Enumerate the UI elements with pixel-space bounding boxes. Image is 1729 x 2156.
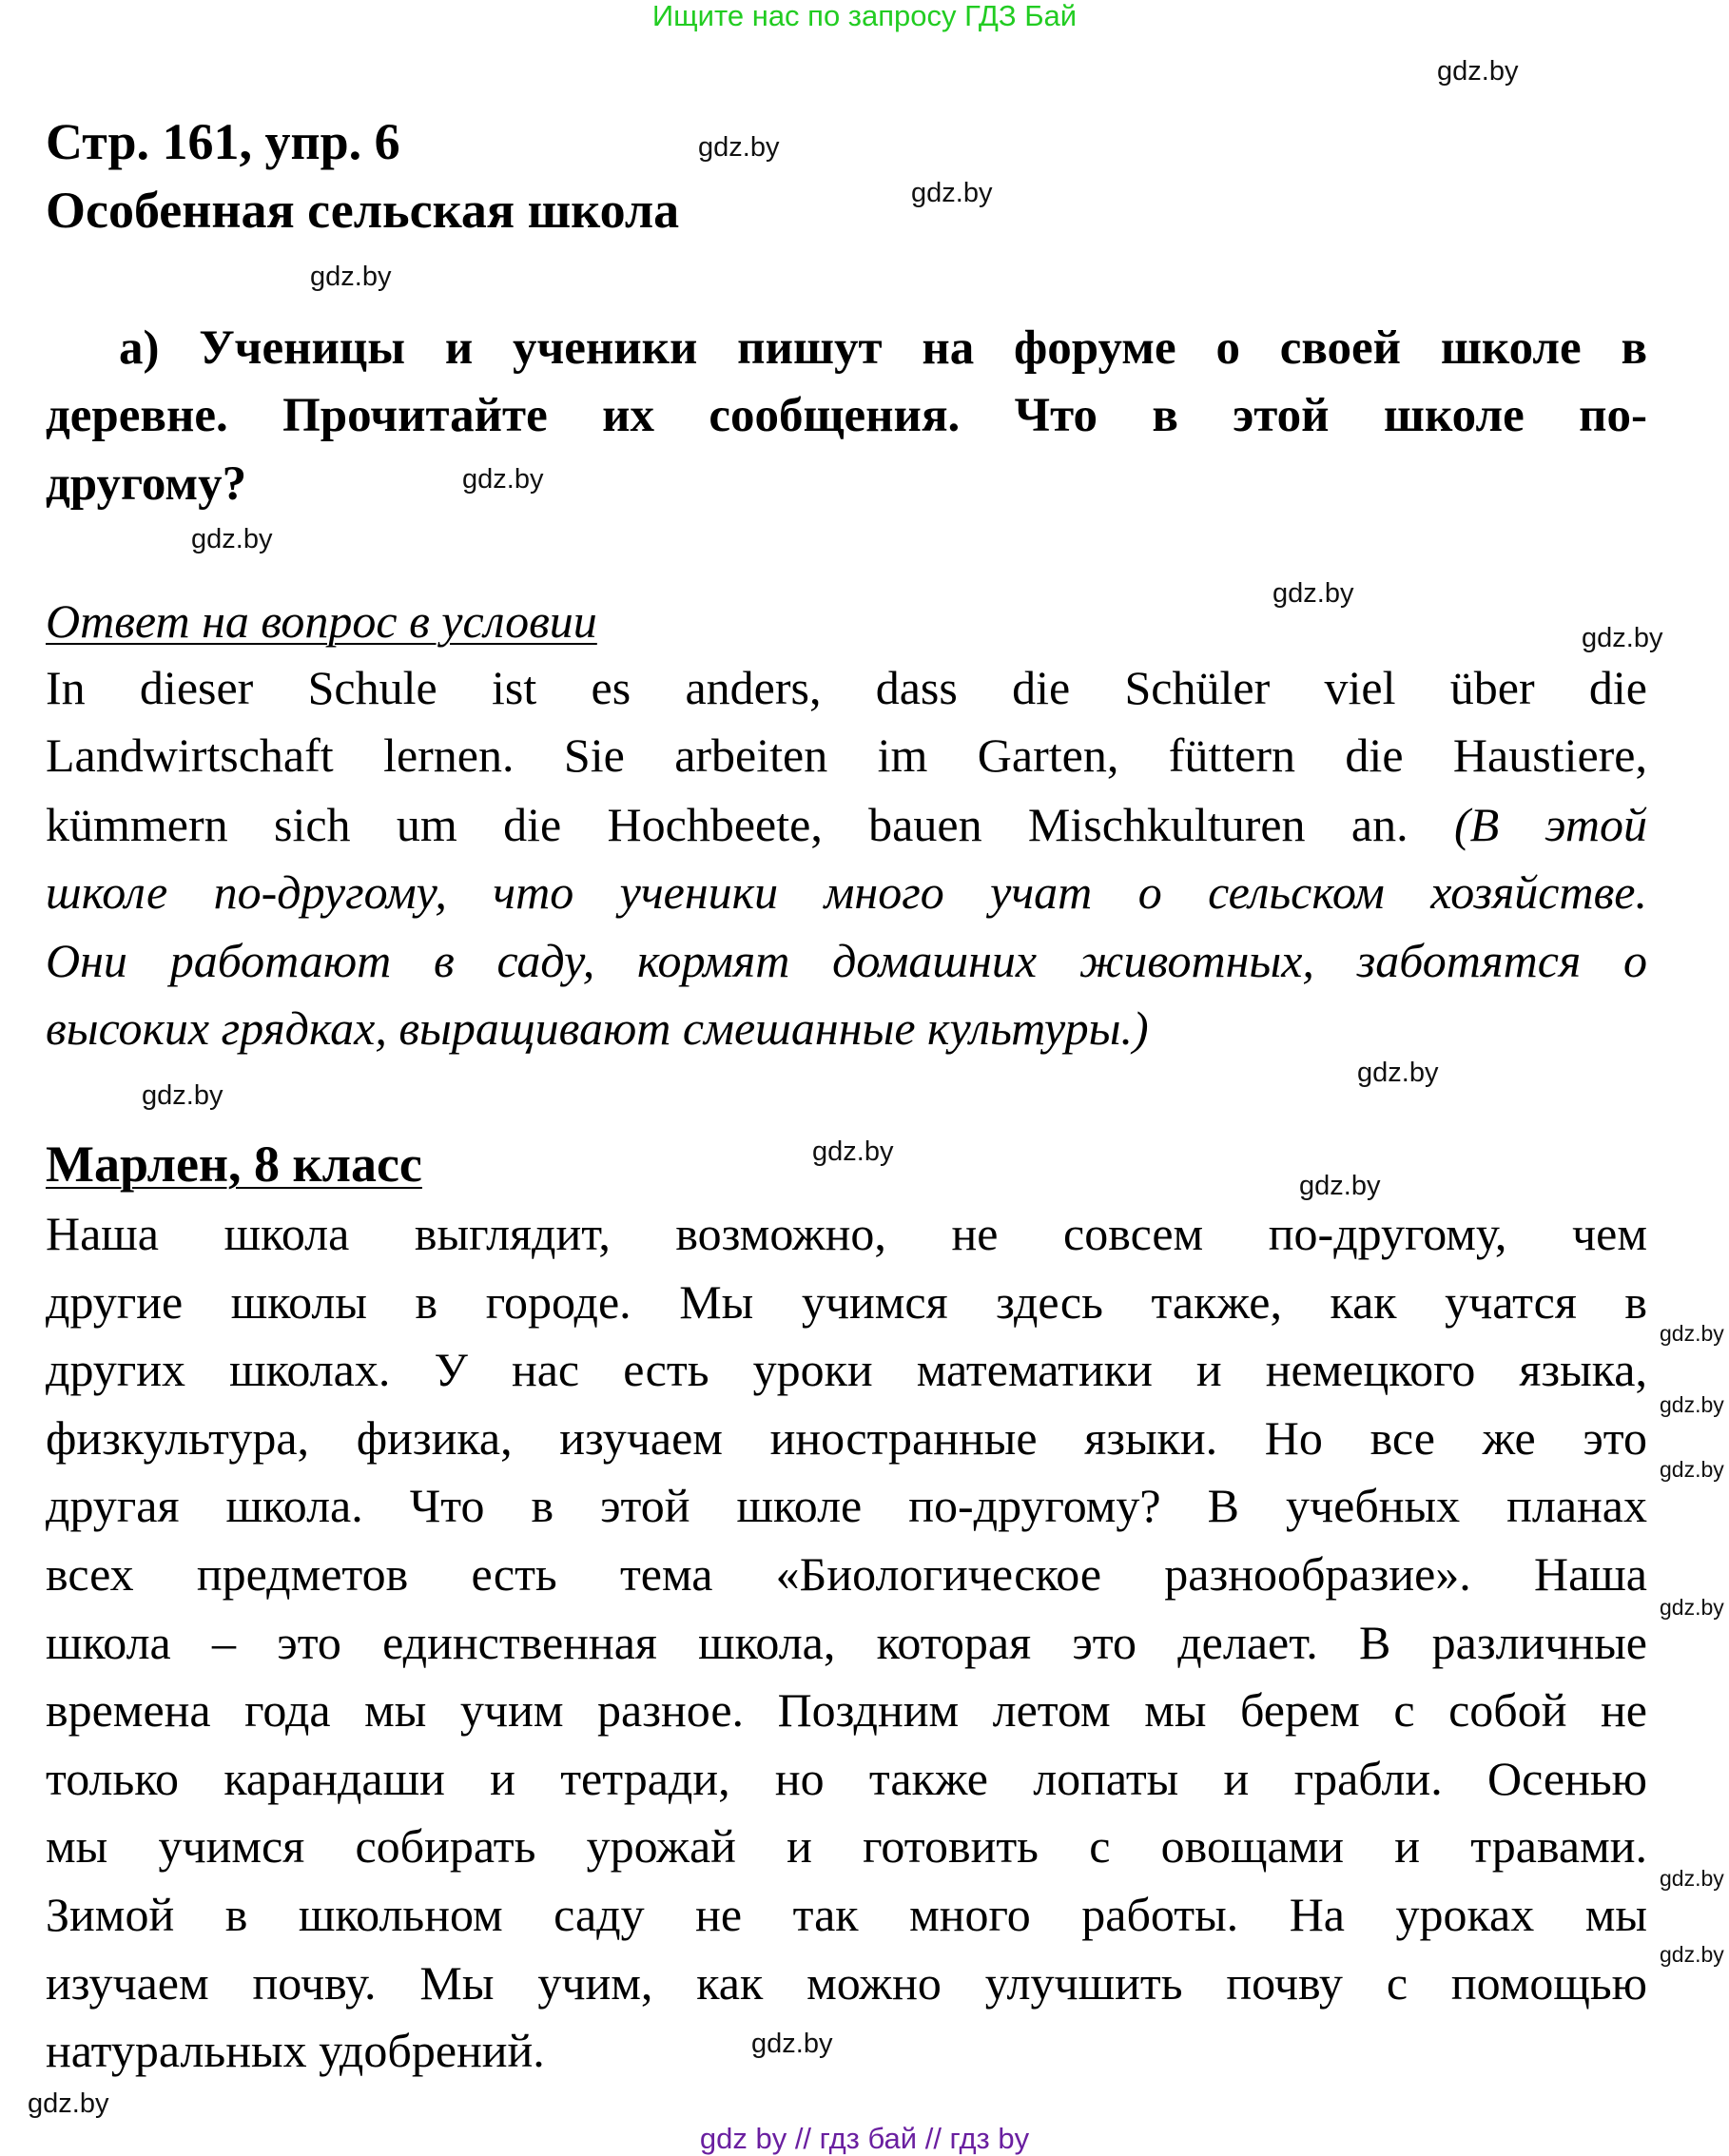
task-line: деревне. Прочитайте их сообщения. Что в этой школе по- — [46, 389, 1647, 442]
watermark-text: gdz.by — [1660, 1392, 1724, 1417]
watermark-text: gdz.by — [751, 2029, 833, 2059]
answer-translation-text: школе по-другому, что ученики много учат о сельском хозяйстве. — [46, 865, 1647, 919]
footer-links: gdz by // гдз бай // гдз by — [699, 2122, 1030, 2155]
watermark-text: gdz.by — [1660, 1321, 1724, 1346]
watermark-text: gdz.by — [28, 2088, 109, 2119]
answer-translation-text: (В этой — [1453, 798, 1647, 851]
marlen-line: всех предметов есть тема «Биологическое разнообразие». Наша — [46, 1547, 1647, 1601]
marlen-line: другая школа. Что в этой школе по-другому? В учебных планах — [46, 1479, 1647, 1533]
answer-translation-line — [46, 932, 1647, 989]
watermark-text: gdz.by — [1582, 623, 1663, 653]
watermark-text: gdz.by — [1357, 1058, 1439, 1088]
marlen-line: другие школы в городе. Мы учимся здесь также, как учатся в — [46, 1274, 1647, 1329]
answer-heading: Ответ на вопрос в условии — [46, 594, 597, 648]
watermark-text: gdz.by — [462, 464, 544, 495]
answer-text: Landwirtschaft lernen. Sie arbeiten im Garten, füttern die Haustiere, — [46, 728, 1647, 782]
marlen-line: натуральных удобрений. — [46, 2024, 545, 2078]
watermark-text: gdz.by — [1437, 56, 1519, 87]
watermark-text: gdz.by — [1299, 1171, 1381, 1201]
marlen-heading: Марлен, 8 класс — [46, 1136, 422, 1193]
page-title: Стр. 161, упр. 6 — [46, 113, 400, 170]
answer-line — [46, 659, 1647, 716]
task-line: а) Ученицы и ученики пишут на форуме о своей школе в — [119, 321, 1647, 375]
marlen-line: только карандаши и тетради, но также лопаты и грабли. Осенью — [46, 1751, 1647, 1805]
marlen-line: Зимой в школьном саду не так много работы. На уроках мы — [46, 1888, 1647, 1941]
watermark-text: gdz.by — [1660, 1866, 1724, 1891]
watermark-text: gdz.by — [191, 524, 273, 554]
marlen-line: школа – это единственная школа, которая это делает. В различные — [46, 1615, 1647, 1669]
watermark-text: gdz.by — [310, 262, 392, 292]
answer-line — [46, 727, 1647, 784]
marlen-line: других школах. У нас есть уроки математики и немецкого языка, — [46, 1343, 1647, 1397]
watermark-text: gdz.by — [142, 1080, 223, 1111]
answer-text: kümmern sich um die Hochbeete, bauen Mischkulturen an. — [46, 798, 1454, 851]
watermark-text: gdz.by — [1660, 1942, 1724, 1967]
exercise-title: Особенная сельская школа — [46, 182, 680, 239]
answer-translation-line — [46, 864, 1647, 921]
marlen-line: мы учимся собирать урожай и готовить с овощами и травами. — [46, 1819, 1647, 1874]
answer-text: In dieser Schule ist es anders, dass die Schüler viel über die — [46, 661, 1647, 714]
marlen-line: физкультура, физика, изучаем иностранные языки. Но все же это — [46, 1410, 1647, 1465]
watermark-text: gdz.by — [698, 132, 780, 163]
watermark-text: gdz.by — [1660, 1457, 1724, 1482]
task-line: другому? — [46, 457, 247, 511]
watermark-text: gdz.by — [812, 1136, 894, 1167]
watermark-text: gdz.by — [911, 178, 993, 208]
search-hint-banner: Ищите нас по запросу ГДЗ Бай — [651, 0, 1078, 32]
answer-translation-text: высоких грядках, выращивают смешанные культуры.) — [46, 1001, 1149, 1055]
marlen-line: Наша школа выглядит, возможно, не совсем по-другому, чем — [46, 1207, 1647, 1260]
watermark-text: gdz.by — [1660, 1595, 1724, 1620]
marlen-line: времена года мы учим разное. Поздним летом мы берем с собой не — [46, 1683, 1647, 1738]
answer-translation-text: Они работают в саду, кормят домашних животных, заботятся о — [46, 934, 1647, 987]
answer-translation-line — [46, 1000, 1647, 1057]
marlen-line: изучаем почву. Мы учим, как можно улучшить почву с помощью — [46, 1955, 1647, 2010]
watermark-text: gdz.by — [1272, 578, 1354, 609]
answer-line — [46, 796, 1647, 853]
